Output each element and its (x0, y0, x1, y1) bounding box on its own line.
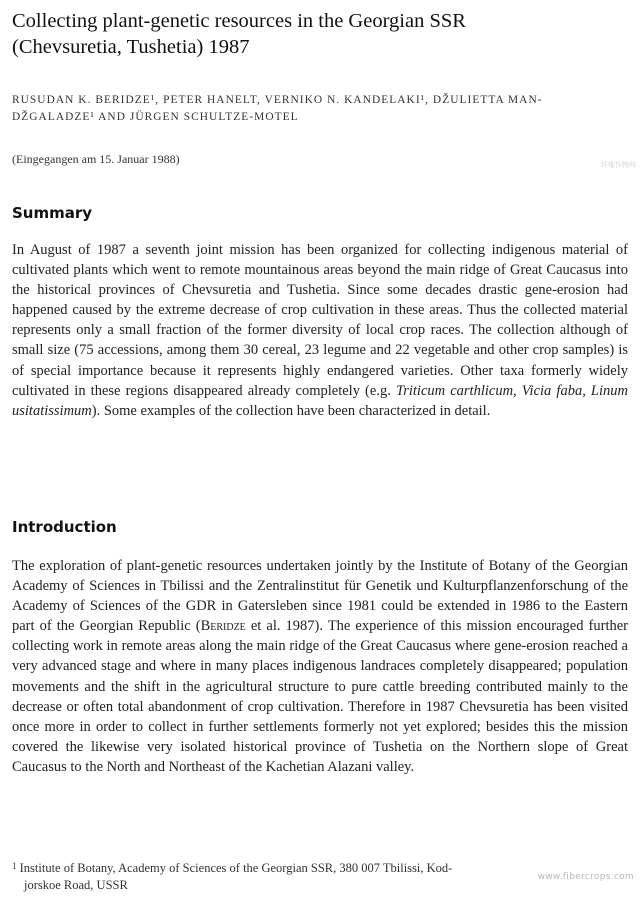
site-watermark: www.fibercrops.com (537, 872, 634, 882)
footnote-line-1: Institute of Botany, Academy of Sciences of the Georgian SSR, 380 007 Tbilissi, Kod- (19, 861, 453, 875)
summary-taxa: Triticum carthlicum, Vicia faba, Linum usitatissimum (12, 382, 628, 419)
authors-line-2: DŽGALADZE¹ AND JÜRGEN SCHULTZE-MOTEL (12, 111, 299, 123)
author-list (12, 92, 628, 126)
footnote-mark: 1 (12, 861, 17, 871)
authors-line-1: RUSUDAN K. BERIDZE¹, PETER HANELT, VERNIKO N. KANDELAKI¹, DŽULIETTA MAN- (12, 94, 543, 106)
summary-text-a: In August of 1987 a seventh joint mission has been organized for collecting indigenous material of cultivated plants which went to remote mountainous areas beyond the main ridge of Great Caucasus into the historical provinces of Chevsuretia and Tushetia. Since some decades drastic gene-erosion had happened caused by the extreme decrease of crop cultivation in these areas. Thus the collected material represents only a small fraction of the former diversity of local crop races. The collection although of small size (75 accessions, among them 30 cereal, 23 legume and 22 vegetable and other crop samples) is of special importance because it represents highly endangered varieties. Other taxa formerly widely cultivated in these regions disappeared already completely (e.g. (12, 242, 628, 399)
introduction-paragraph (12, 556, 628, 777)
paper-title (12, 8, 622, 60)
summary-text-b: ). Some examples of the collection have been characterized in detail. (91, 402, 491, 419)
intro-citation-name: Beridze (200, 618, 246, 635)
summary-paragraph (12, 240, 628, 421)
side-watermark: 纤维作物网 (601, 161, 636, 169)
intro-text-a: The exploration of plant-genetic resources undertaken jointly by the Institute of Botany of the Georgian Academy of Sciences in Tbilissi and the Zentralinstitut für Genetik und Kulturpflanzenforschung of the Academy of Sciences of the GDR in Gatersleben since 1981 could be extended in 1986 to the Eastern part of the Georgian Republic ( (12, 558, 628, 635)
footnote-line-2: jorskoe Road, USSR (24, 878, 128, 892)
intro-text-b: et al. 1987). The experience of this mission encouraged further collecting work in remote areas along the main ridge of the Great Caucasus where gene-erosion reached a very advanced stage and where in many places indigenous landraces completely disappeared; population movements and the shift in the agricultural structure to pure cattle breeding contributed mainly to the decrease or often total abandonment of crop cultivation. Therefore in 1987 Chevsuretia has been visited once more in order to collect in further settlements formerly not yet explored; besides this the mission covered the likewise very isolated historical province of Tushetia on the Northern slope of Great Caucasus to the North and Northeast of the Kachetian Alazani valley. (12, 618, 628, 775)
introduction-heading: Introduction (12, 518, 117, 536)
title-line-1: Collecting plant-genetic resources in the Georgian SSR (12, 10, 466, 32)
summary-heading: Summary (12, 204, 93, 222)
title-line-2: (Chevsuretia, Tushetia) 1987 (12, 36, 250, 58)
received-date: (Eingegangen am 15. Januar 1988) (12, 152, 180, 166)
